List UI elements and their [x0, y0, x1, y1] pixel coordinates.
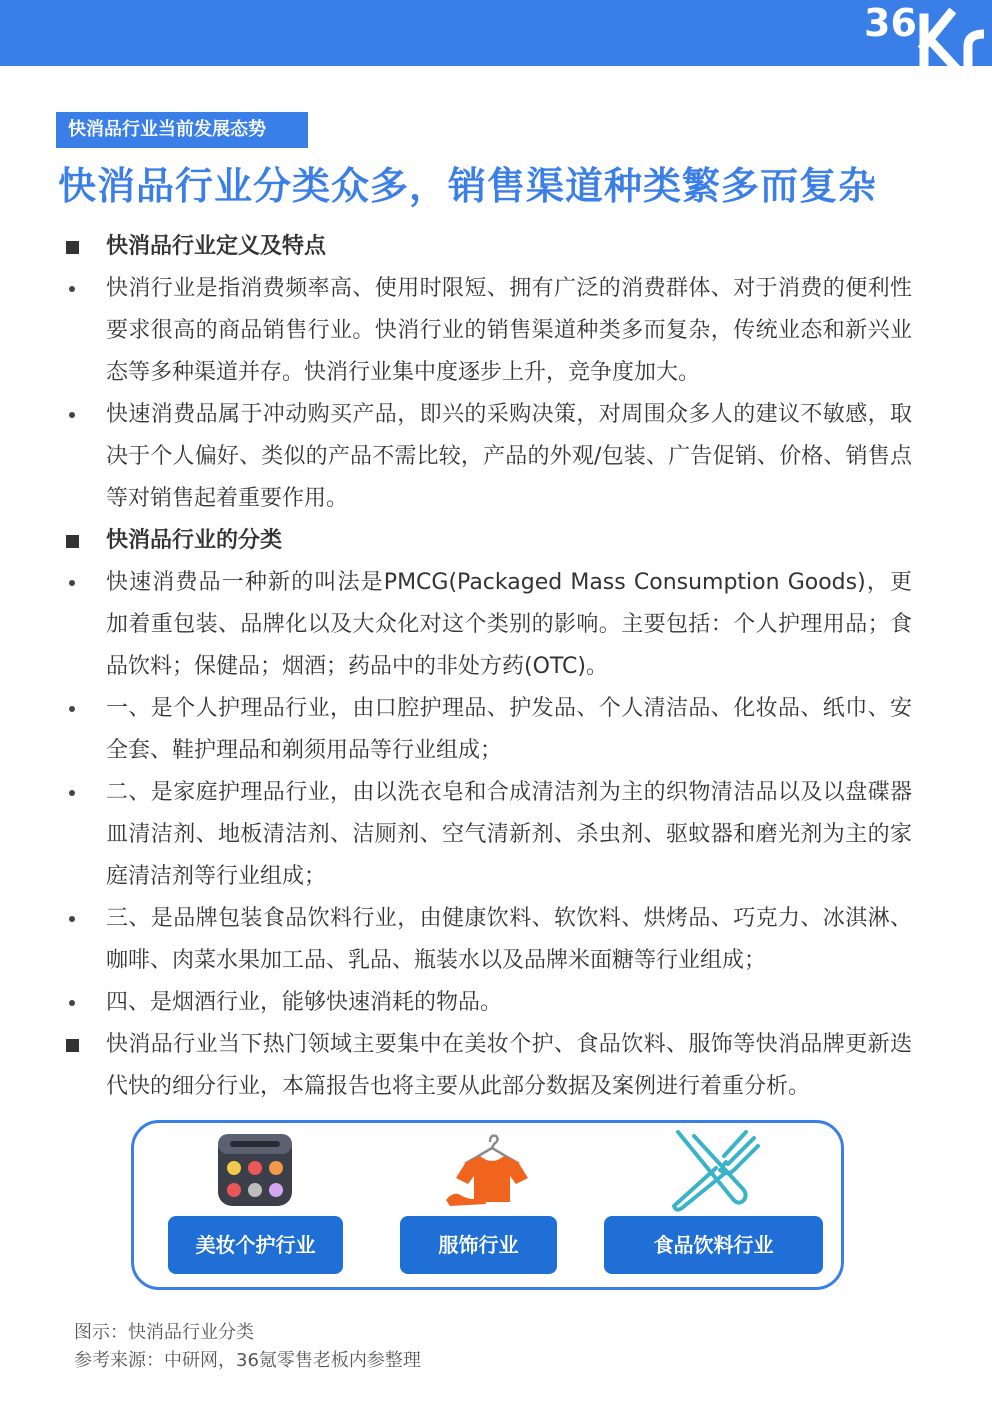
dot-bullet-icon — [66, 562, 96, 604]
bullet-item — [0, 268, 992, 394]
bullet-text: 快消品行业当下热门领域主要集中在美妆个护、食品饮料、服饰等快消品牌更新迭代快的细分行业，本篇报告也将主要从此部分数据及案例进行着重分析。 — [106, 1032, 912, 1099]
bullet-text: 快速消费品属于冲动购买产品，即兴的采购决策，对周围众多人的建议不敏感，取决于个人偏好、类似的产品不需比较，产品的外观/包装、广告促销、价格、销售点等对销售起着重要作用。 — [106, 402, 912, 511]
dot-bullet-icon — [66, 688, 96, 730]
section-heading-row — [0, 226, 992, 268]
section-heading-row — [0, 520, 992, 562]
bullet-item — [0, 898, 992, 982]
fork-knife-icon — [672, 1128, 760, 1212]
makeup-palette-icon — [216, 1132, 294, 1208]
bullet-item — [0, 688, 992, 772]
bullet-list — [0, 226, 992, 1108]
bullet-item — [0, 394, 992, 520]
bullet-text: 快速消费品一种新的叫法是PMCG(Packaged Mass Consumption Goods)，更加着重包装、品牌化以及大众化对这个类别的影响。主要包括：个人护理用品；食品饮料；保健品；烟酒；药品中的非处方药(OTC)。 — [106, 570, 912, 679]
bullet-text: 三、是品牌包装食品饮料行业，由健康饮料、软饮料、烘烤品、巧克力、冰淇淋、咖啡、肉菜水果加工品、乳品、瓶装水以及品牌米面糖等行业组成； — [106, 906, 912, 973]
bullet-item — [0, 982, 992, 1024]
clothing-hanger-icon — [440, 1132, 536, 1212]
square-bullet-icon — [66, 1024, 96, 1066]
bullet-text: 一、是个人护理品行业，由口腔护理品、护发品、个人清洁品、化妆品、纸巾、安全套、鞋护理品和剃须用品等行业组成； — [106, 696, 912, 763]
svg-text:36: 36 — [864, 1, 917, 45]
bullet-item — [0, 772, 992, 898]
bullet-text: 快消品行业的分类 — [106, 528, 283, 553]
bullet-item — [0, 562, 992, 688]
dot-bullet-icon — [66, 772, 96, 814]
bullet-text: 四、是烟酒行业，能够快速消耗的物品。 — [106, 990, 503, 1015]
figure-caption: 图示：快消品行业分类 — [74, 1322, 254, 1343]
category-personal-care[interactable]: 美妆个护行业 — [168, 1216, 343, 1274]
header-bar — [0, 0, 992, 66]
bullet-text: 快消行业是指消费频率高、使用时限短、拥有广泛的消费群体、对于消费的便利性要求很高的商品销售行业。快消行业的销售渠道种类多而复杂，传统业态和新兴业态等多种渠道并存。快消行业集中度逐步上升，竞争度加大。 — [106, 276, 912, 385]
source-caption: 参考来源：中研网，36氪零售老板内参整理 — [74, 1350, 421, 1371]
page-title: 快消品行业分类众多，销售渠道种类繁多而复杂 — [58, 164, 878, 208]
category-food-beverage[interactable]: 食品饮料行业 — [604, 1216, 823, 1274]
bullet-text: 快消品行业定义及特点 — [106, 234, 327, 259]
square-bullet-icon — [66, 520, 96, 562]
category-apparel[interactable]: 服饰行业 — [400, 1216, 557, 1274]
dot-bullet-icon — [66, 898, 96, 940]
section-tag: 快消品行业当前发展态势 — [56, 112, 308, 148]
square-bullet-icon — [66, 226, 96, 268]
dot-bullet-icon — [66, 268, 96, 310]
brand-logo[interactable] — [862, 0, 992, 66]
bullet-text: 二、是家庭护理品行业，由以洗衣皂和合成清洁剂为主的织物清洁品以及以盘碟器皿清洁剂、地板清洁剂、洁厕剂、空气清新剂、杀虫剂、驱蚊器和磨光剂为主的家庭清洁剂等行业组成； — [106, 780, 912, 889]
dot-bullet-icon — [66, 982, 96, 1024]
section-heading-row — [0, 1024, 992, 1108]
dot-bullet-icon — [66, 394, 96, 436]
